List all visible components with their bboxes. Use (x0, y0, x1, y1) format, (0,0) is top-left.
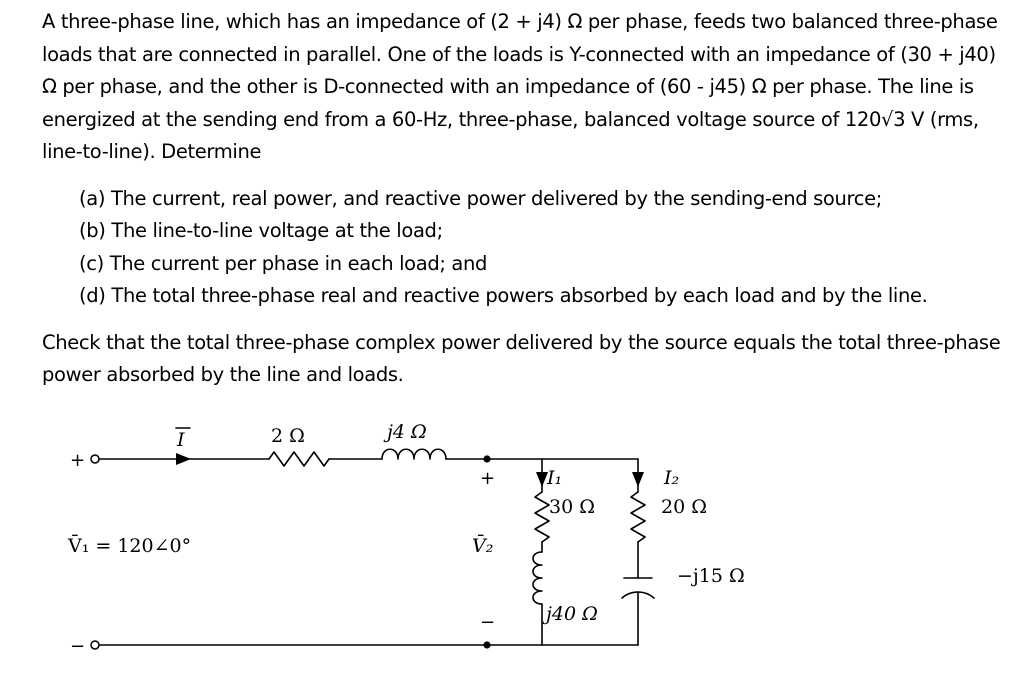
load1-reactance-label: j40 Ω (546, 603, 598, 625)
terminal-plus-sign: + (70, 450, 86, 471)
problem-intro: A three-phase line, which has an impedance of (2 + j4) Ω per phase, feeds two balanced three-phase loads that are connected in parallel. One of the loads is Y-connected with an impedance of (30 + j40) Ω per phase, and the other is D-connected with an impedance of (60 - j45) Ω per phase. The line is energized at the sending end from a 60-Hz, three-phase, balanced voltage source of 120√3 V (rms, line-to-line). Determine (42, 10, 998, 163)
load-voltage-minus: − (480, 612, 496, 633)
line-current-label: I (177, 429, 185, 451)
load1-inductor (533, 552, 542, 604)
problem-part-c: (c) The current per phase in each load; and (79, 251, 488, 275)
problem-statement (42, 6, 1002, 392)
load2-reactance-label: −j15 Ω (677, 565, 745, 587)
load-node-bottom (483, 641, 490, 648)
problem-part-b: (b) The line-to-line voltage at the load; (79, 219, 443, 242)
load1-current-label: I₁ (547, 467, 563, 489)
problem-parts-list (42, 183, 1002, 313)
line-reactance-label: j4 Ω (387, 421, 427, 443)
load2-resistance-label: 20 Ω (661, 496, 707, 518)
circuit-diagram (0, 410, 1024, 687)
terminal-minus-sign: − (70, 636, 86, 657)
load-node-top (483, 455, 490, 462)
load1-resistor (535, 492, 549, 542)
bottom-terminal (91, 641, 99, 649)
problem-closing: Check that the total three-phase complex power delivered by the source equals the total three-phase power absorbed by the line and loads. (42, 330, 1001, 386)
line-resistor (269, 452, 329, 466)
source-voltage-label: V̄₁ = 120∠0° (68, 535, 192, 557)
load-voltage-label: V̄₂ (472, 535, 494, 557)
line-resistance-label: 2 Ω (271, 425, 305, 447)
load2-current-arrow (632, 472, 644, 487)
problem-part-a: (a) The current, real power, and reactive power delivered by the sending-end source; (79, 186, 882, 210)
load1-resistance-label: 30 Ω (549, 496, 595, 518)
line-inductor (382, 449, 446, 459)
load2-current-label: I₂ (664, 467, 680, 489)
top-terminal (91, 455, 99, 463)
problem-part-d: (d) The total three-phase real and reactive powers absorbed by each load and by the line. (79, 284, 928, 307)
load-voltage-plus: + (480, 468, 496, 489)
load2-resistor (631, 492, 645, 542)
line-current-arrow (176, 453, 191, 465)
